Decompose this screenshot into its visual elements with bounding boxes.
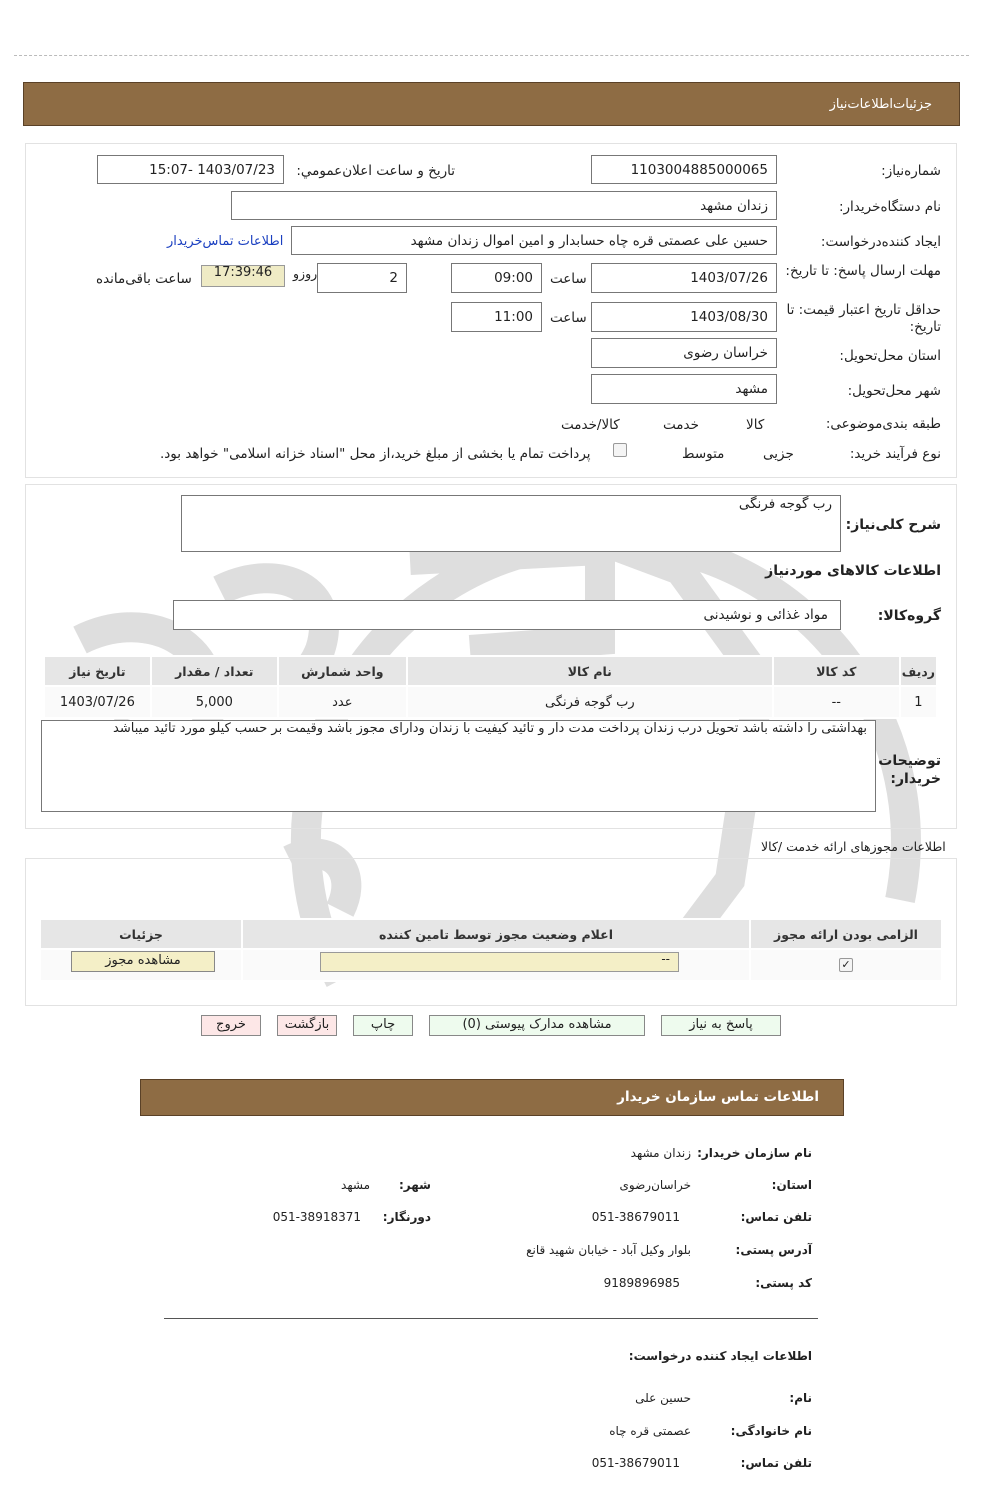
- col-required: الزامی بودن ارائه مجوز: [750, 919, 942, 949]
- creator-family-label: نام خانوادگی:: [730, 1424, 812, 1438]
- contact-org-label: نام سازمان خریدار:: [697, 1146, 812, 1160]
- days-field: 2: [317, 263, 407, 293]
- group-label: گروه‌کالا:: [877, 608, 941, 624]
- contact-header: [140, 1079, 844, 1116]
- cell-row: 1: [900, 686, 937, 718]
- payment-note: پرداخت تمام یا بخشی از مبلغ خرید،از محل "اسناد خزانه اسلامی" خواهد بود.: [160, 446, 591, 462]
- validity-time-label: ساعت: [550, 310, 587, 326]
- announce-label: تاريخ و ساعت اعلان‌عمومي:: [296, 163, 455, 179]
- cell-qty: 5,000: [151, 686, 278, 718]
- buyer-org-label: نام دستگاه‌خریدار:: [838, 199, 941, 215]
- deadline-date-field: 1403/07/26: [591, 263, 777, 293]
- buyer-notes-textarea[interactable]: بهداشتی را داشته باشد تحویل درب زندان پرداخت مدت دار و تائید کیفیت با زندان ودارای مجوز باشد وقیمت بر حسب کیلو مورد تائید میباشد: [41, 720, 876, 812]
- validity-time-field: 11:00: [451, 302, 542, 332]
- col-unit: واحد شمارش: [278, 656, 407, 686]
- goods-table-header: [44, 656, 937, 686]
- reply-button[interactable]: پاسخ به نیاز: [661, 1015, 781, 1036]
- back-button[interactable]: بازگشت: [277, 1015, 337, 1036]
- process-minor-label: جزیی: [763, 446, 794, 462]
- deadline-time-label: ساعت: [550, 271, 587, 287]
- summary-textarea[interactable]: رب گوجه فرنگی: [181, 495, 841, 552]
- cell-required: [750, 949, 942, 981]
- contact-city-value: مشهد: [341, 1178, 370, 1192]
- city-field: مشهد: [591, 374, 777, 404]
- details-header: [23, 82, 960, 126]
- contact-address-value: بلوار وکیل آباد - خیابان شهید قانع: [526, 1243, 691, 1257]
- remaining-label: ساعت باقی‌مانده: [96, 271, 192, 287]
- col-status: اعلام وضعیت مجوز توسط تامین کننده: [242, 919, 750, 949]
- creator-phone-value: 051-38679011: [591, 1456, 680, 1470]
- validity-date-field: 1403/08/30: [591, 302, 777, 332]
- print-button[interactable]: چاپ: [353, 1015, 413, 1036]
- contact-postal-value: 9189896985: [603, 1276, 680, 1290]
- remaining-time-field: 17:39:46: [201, 265, 285, 287]
- cell-date: 1403/07/26: [44, 686, 151, 718]
- process-medium-label: متوسط: [682, 446, 725, 462]
- creator-name-value: حسین علی: [635, 1391, 691, 1405]
- contact-postal-label: کد پستی:: [755, 1276, 812, 1290]
- creator-name-label: نام:: [789, 1391, 812, 1405]
- city-label: شهر محل‌تحویل:: [847, 383, 941, 399]
- days-label: روزو: [293, 266, 318, 281]
- required-checkbox[interactable]: ✓: [839, 958, 853, 972]
- summary-label: شرح کلی‌نیاز:: [845, 517, 941, 533]
- buyer-org-field: زندان مشهد: [231, 191, 777, 220]
- contact-org-value: زندان مشهد: [630, 1146, 691, 1160]
- category-service-label: خدمت: [663, 417, 699, 433]
- contact-province-label: استان:: [771, 1178, 812, 1192]
- creator-label: ایجاد کننده‌درخواست:: [820, 234, 941, 250]
- exit-button[interactable]: خروج: [201, 1015, 261, 1036]
- contact-phone-label: تلفن تماس:: [740, 1210, 812, 1224]
- category-both-label: کالا/خدمت: [561, 417, 620, 433]
- process-label: نوع فرآیند خرید:: [849, 446, 941, 462]
- creator-phone-label: تلفن تماس:: [740, 1456, 812, 1470]
- creator-info-title: اطلاعات ایجاد کننده درخواست:: [628, 1349, 812, 1363]
- contact-fax-label: دورنگار:: [382, 1210, 431, 1224]
- goods-table: [43, 655, 938, 719]
- buyer-notes-label: توضیحات خریدار:: [878, 753, 941, 787]
- province-field: خراسان رضوی: [591, 338, 777, 368]
- cell-name: رب گوجه فرنگی: [407, 686, 773, 718]
- col-code: کد کالا: [773, 656, 900, 686]
- col-qty: تعداد / مقدار: [151, 656, 278, 686]
- contact-address-label: آدرس پستی:: [735, 1243, 812, 1257]
- details-header-title: جزئیات‌اطلاعات‌نیاز: [829, 97, 932, 112]
- group-field: مواد غذائی و نوشیدنی: [173, 600, 841, 630]
- col-details: جزئیات: [40, 919, 242, 949]
- treasury-checkbox[interactable]: [613, 443, 627, 457]
- buyer-contact-link[interactable]: اطلاعات تماس‌خریدار: [167, 234, 284, 249]
- contact-city-label: شهر:: [399, 1178, 431, 1192]
- deadline-label: مهلت ارسال پاسخ: تا تاریخ:: [785, 263, 941, 279]
- creator-field: حسین علی عصمتی قره چاه حسابدار و امین اموال زندان مشهد: [291, 226, 777, 255]
- license-status-field: --: [320, 952, 679, 972]
- col-row: ردیف: [900, 656, 937, 686]
- creator-family-value: عصمتی قره چاه: [609, 1424, 691, 1438]
- contact-province-value: خراسان‌رضوی: [619, 1178, 691, 1192]
- contact-header-title: اطلاعات تماس سازمان خریدار: [617, 1089, 819, 1105]
- view-license-button[interactable]: مشاهده مجوز: [71, 951, 215, 972]
- province-label: استان محل‌تحویل:: [839, 348, 941, 364]
- category-label: طبقه بندی‌موضوعی:: [825, 416, 941, 432]
- top-divider: [14, 55, 969, 56]
- cell-code: --: [773, 686, 900, 718]
- contact-phone-value: 051-38679011: [591, 1210, 680, 1224]
- need-number-label: شماره‌نیاز:: [881, 163, 941, 179]
- col-date: تاریخ نیاز: [44, 656, 151, 686]
- goods-info-title: اطلاعات کالاهای مورد‌نیاز: [765, 563, 941, 579]
- license-title: اطلاعات مجوزهای ارائه خدمت /کالا: [761, 839, 946, 854]
- license-table: [39, 918, 943, 982]
- need-number-field: 1103004885000065: [591, 155, 777, 184]
- deadline-time-field: 09:00: [451, 263, 542, 293]
- cell-unit: عدد: [278, 686, 407, 718]
- license-table-header: [40, 919, 942, 949]
- validity-label: حداقل تاریخ اعتبار قیمت: تا تاریخ:: [786, 302, 941, 335]
- table-row: [44, 686, 937, 718]
- announce-field: 1403/07/23 -15:07: [97, 155, 284, 184]
- category-goods-label: کالا: [746, 417, 765, 433]
- contact-fax-value: 051-38918371: [272, 1210, 361, 1224]
- contact-divider: [164, 1318, 818, 1319]
- attachments-button[interactable]: مشاهده مدارک پیوستی (0): [429, 1015, 645, 1036]
- col-name: نام کالا: [407, 656, 773, 686]
